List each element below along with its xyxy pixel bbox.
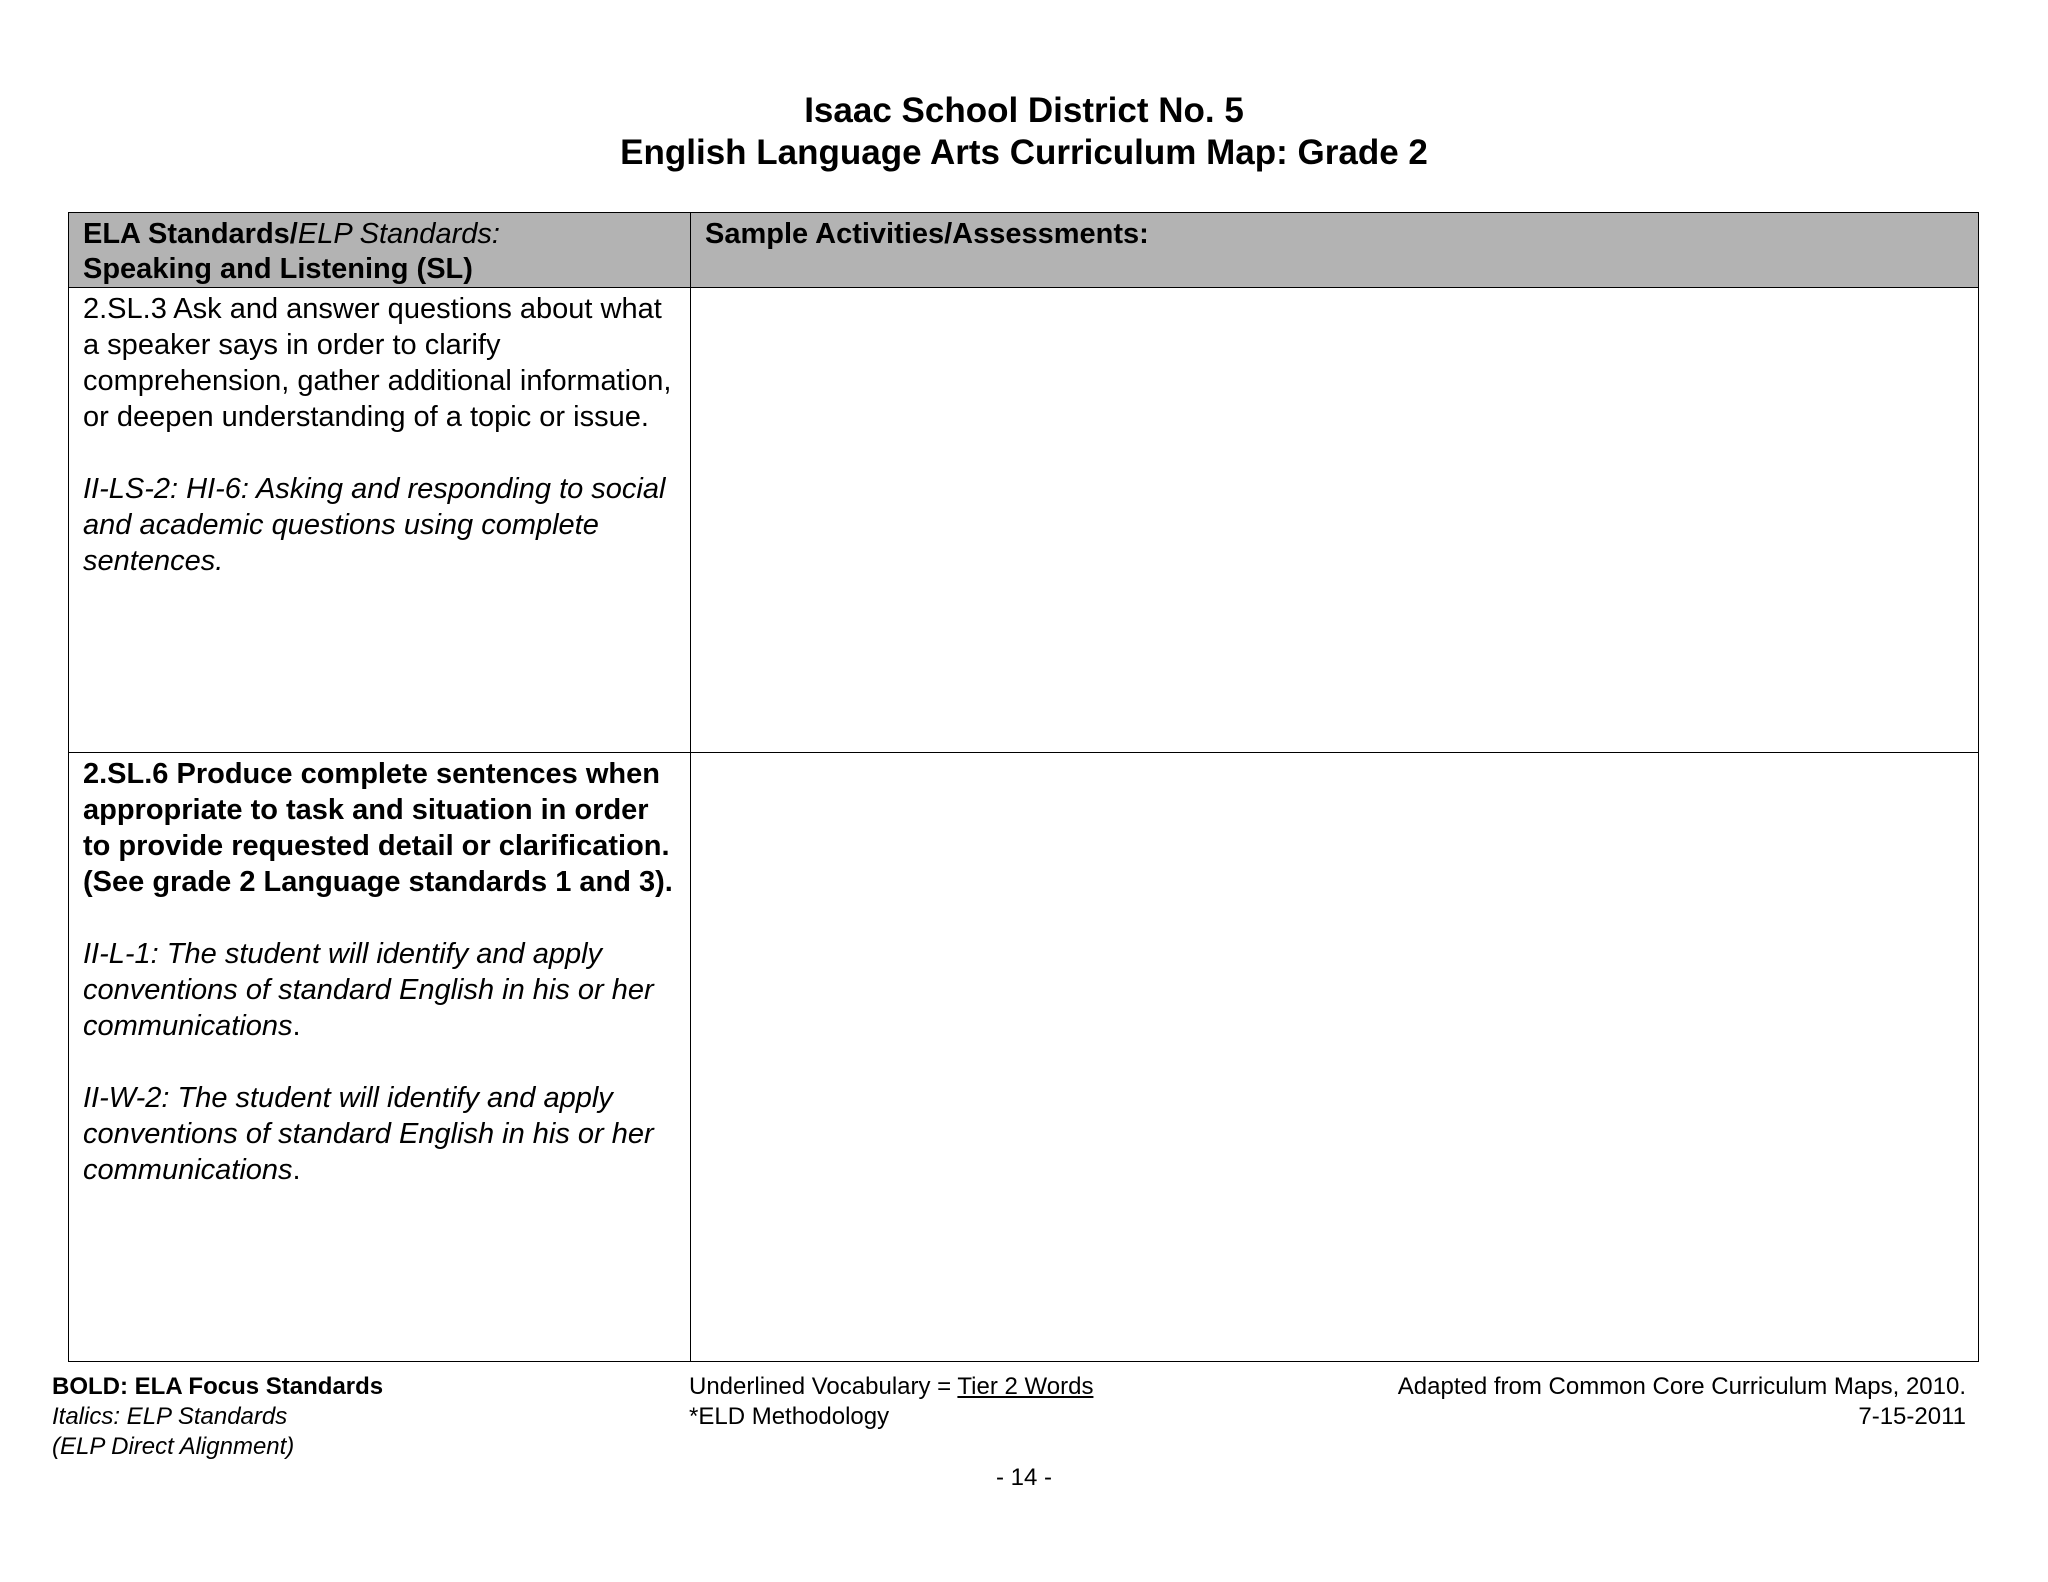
activities-cell (691, 288, 1979, 753)
standards-cell (69, 753, 691, 1362)
footer-vocab-prefix: Underlined Vocabulary = (689, 1373, 958, 1400)
document-title (0, 90, 2048, 174)
elp-trailing-period: . (292, 1010, 301, 1042)
elp-standard-text: II-L-1: The student will identify and apply conventions of standard English in his or her communications (83, 938, 654, 1042)
header-activities-label: Sample Activities/Assessments: (705, 218, 1149, 250)
title-line-2: English Language Arts Curriculum Map: Grade 2 (620, 133, 1428, 172)
title-line-1: Isaac School District No. 5 (804, 91, 1244, 130)
table-row (69, 753, 1979, 1362)
header-activities-cell (691, 213, 1979, 288)
curriculum-map-table (68, 212, 1979, 1362)
footer-tier2-words: Tier 2 Words (957, 1373, 1094, 1400)
header-ela-label: ELA Standards/ (83, 218, 298, 250)
activities-cell (691, 753, 1979, 1362)
table-header-row (69, 213, 1979, 288)
standards-cell (69, 288, 691, 753)
ela-standard-text: 2.SL.3 Ask and answer questions about what a speaker says in order to clarify comprehension, gather additional information, or deepen understanding of a topic or issue. (83, 293, 672, 433)
footer-italics-legend: Italics: ELP Standards (52, 1403, 288, 1430)
footer-bold-legend: BOLD: ELA Focus Standards (52, 1373, 384, 1400)
footer-adapted-from: Adapted from Common Core Curriculum Maps, 2010. (1397, 1373, 1966, 1400)
elp-trailing-period: . (292, 1154, 301, 1186)
footer-date: 7-15-2011 (1858, 1403, 1966, 1430)
page-number: - 14 - (995, 1464, 1052, 1491)
header-strand-label: Speaking and Listening (SL) (83, 253, 473, 285)
elp-standard-text: II-LS-2: HI-6: Asking and responding to social and academic questions using complete sentences. (83, 473, 666, 577)
footer-vocabulary-legend (689, 1372, 1093, 1432)
footer-eld-methodology: *ELD Methodology (689, 1403, 890, 1430)
table-row (69, 288, 1979, 753)
header-elp-label: ELP Standards: (297, 218, 500, 250)
footer-source (1398, 1372, 1966, 1432)
footer-legend (52, 1372, 383, 1462)
footer-alignment-legend: (ELP Direct Alignment) (52, 1433, 295, 1460)
header-standards-cell (69, 213, 691, 288)
ela-focus-standard-text: 2.SL.6 Produce complete sentences when appropriate to task and situation in order to provide requested detail or clarification. (See grade 2 Language standards 1 and 3). (83, 758, 673, 898)
elp-standard-text: II-W-2: The student will identify and apply conventions of standard English in his or her communications (83, 1082, 654, 1186)
